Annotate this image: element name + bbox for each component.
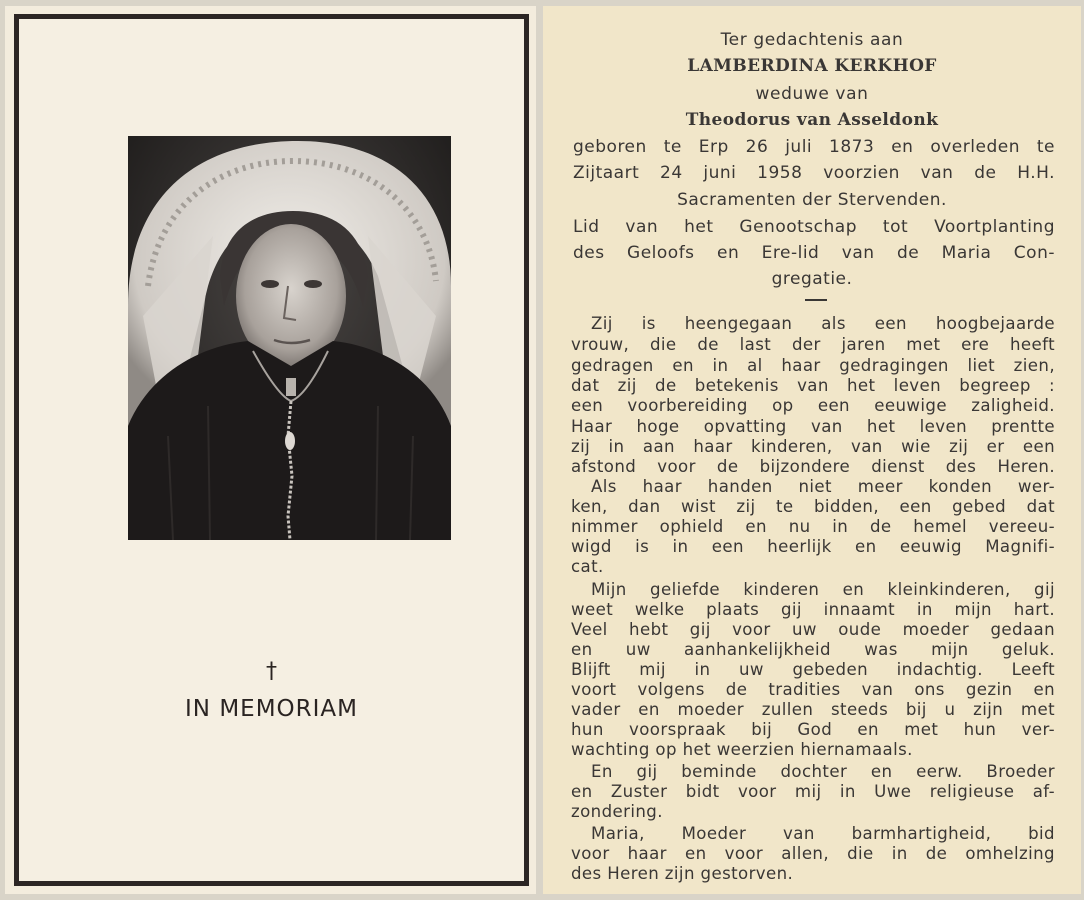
deceased-name: LAMBERDINA KERKHOF bbox=[687, 56, 937, 76]
body-line: weet welke plaats gij innaamt in mijn hart. bbox=[571, 600, 1055, 619]
header-widow-line: weduwe van bbox=[755, 84, 869, 104]
body-line: gedragen en in al haar gedragingen liet zien, bbox=[571, 356, 1055, 375]
cross-icon: † bbox=[266, 659, 277, 684]
biography-line: Lid van het Genootschap tot Voortplanting bbox=[573, 217, 1055, 237]
body-line: Maria, Moeder van barmhartigheid, bid bbox=[591, 824, 1055, 843]
body-line: vrouw, die de last der jaren met ere heeft bbox=[571, 335, 1055, 354]
biography-line: des Geloofs en Ere-lid van de Maria Con- bbox=[573, 243, 1055, 263]
body-line: vader en moeder zullen steeds bij u zijn met bbox=[571, 700, 1055, 719]
memorial-card-front bbox=[5, 6, 536, 894]
separator-dash bbox=[805, 299, 827, 301]
body-line: Als haar handen niet meer konden wer- bbox=[591, 477, 1055, 496]
biography-line: geboren te Erp 26 juli 1873 en overleden te bbox=[573, 137, 1055, 157]
body-line: wachting op het weerzien hiernamaals. bbox=[571, 740, 913, 759]
body-line: des Heren zijn gestorven. bbox=[571, 864, 794, 883]
body-line: wigd is in een heerlijk en eeuwig Magnifi- bbox=[571, 537, 1055, 556]
body-line: Blijft mij in uw gebeden indachtig. Leeft bbox=[571, 660, 1055, 679]
portrait-illustration bbox=[128, 136, 451, 540]
biography-line: gregatie. bbox=[771, 269, 853, 289]
portrait-photo bbox=[128, 136, 451, 540]
body-line: Haar hoge opvatting van het leven prentte bbox=[571, 417, 1055, 436]
body-line: en Zuster bidt voor mij in Uwe religieuse af- bbox=[571, 782, 1055, 801]
body-line: afstond voor de bijzondere dienst des Heren. bbox=[571, 457, 1055, 476]
memorial-card-back bbox=[543, 6, 1081, 894]
body-line: zondering. bbox=[571, 802, 663, 821]
spouse-name: Theodorus van Asseldonk bbox=[685, 110, 939, 130]
body-line: Mijn geliefde kinderen en kleinkinderen, gij bbox=[591, 580, 1055, 599]
body-line: hun voorspraak bij God en met hun ver- bbox=[571, 720, 1055, 739]
body-line: voort volgens de tradities van ons gezin en bbox=[571, 680, 1055, 699]
black-frame-border bbox=[14, 14, 529, 886]
body-line: Zij is heengegaan als een hoogbejaarde bbox=[591, 314, 1055, 333]
header-remembrance-line: Ter gedachtenis aan bbox=[720, 30, 904, 50]
in-memoriam-title: IN MEMORIAM bbox=[185, 696, 358, 722]
body-line: nimmer ophield en nu in de hemel vereeu- bbox=[571, 517, 1055, 536]
body-line: Veel hebt gij voor uw oude moeder gedaan bbox=[571, 620, 1055, 639]
biography-line: Sacramenten der Stervenden. bbox=[677, 190, 947, 210]
body-line: een voorbereiding op een eeuwige zaligheid. bbox=[571, 396, 1055, 415]
body-line: ken, dan wist zij te bidden, een gebed dat bbox=[571, 497, 1055, 516]
body-line: zij in aan haar kinderen, van wie zij er een bbox=[571, 437, 1055, 456]
body-line: cat. bbox=[571, 557, 604, 576]
body-line: En gij beminde dochter en eerw. Broeder bbox=[591, 762, 1055, 781]
body-line: en uw aanhankelijkheid was mijn geluk. bbox=[571, 640, 1055, 659]
body-line: dat zij de betekenis van het leven begreep : bbox=[571, 376, 1055, 395]
biography-line: Zijtaart 24 juni 1958 voorzien van de H.H. bbox=[573, 163, 1055, 183]
body-line: voor haar en voor allen, die in de omhelzing bbox=[571, 844, 1055, 863]
